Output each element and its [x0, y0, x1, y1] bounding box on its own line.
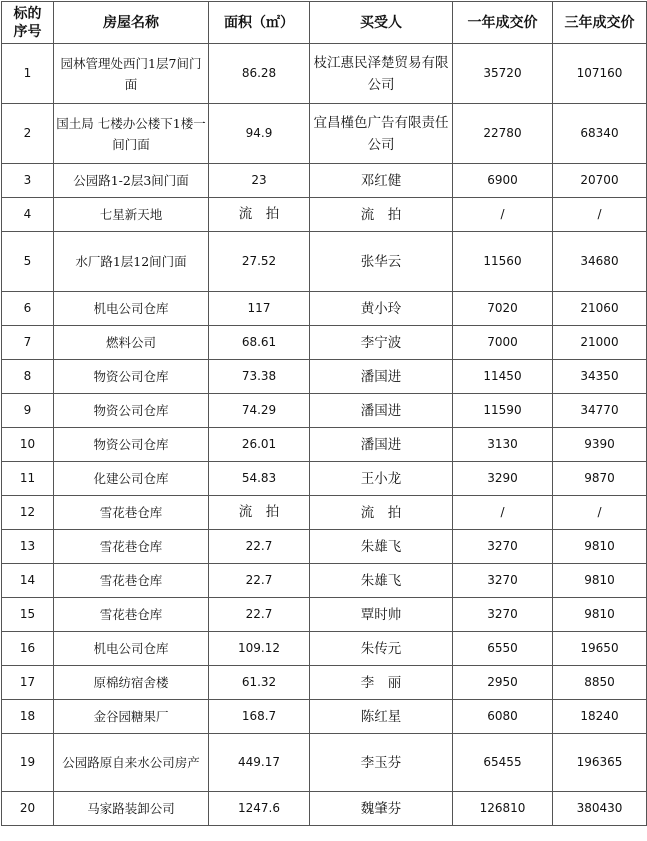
cell-three-year-price: 19650: [553, 632, 647, 666]
table-row: [2, 734, 647, 792]
cell-area: 22.7: [209, 598, 310, 632]
cell-one-year-price: 65455: [453, 734, 553, 792]
cell-property-name: 物资公司仓库: [54, 360, 209, 394]
cell-one-year-price: 11450: [453, 360, 553, 394]
cell-property-name: 雪花巷仓库: [54, 530, 209, 564]
cell-three-year-price: 18240: [553, 700, 647, 734]
header-row: [2, 2, 647, 44]
cell-index: 15: [2, 598, 54, 632]
cell-property-name: 雪花巷仓库: [54, 564, 209, 598]
table-row: [2, 360, 647, 394]
cell-one-year-price: 3270: [453, 598, 553, 632]
cell-buyer: 李 丽: [310, 666, 453, 700]
cell-index: 9: [2, 394, 54, 428]
cell-one-year-price: 3290: [453, 462, 553, 496]
cell-one-year-price: 7000: [453, 326, 553, 360]
cell-area: 22.7: [209, 530, 310, 564]
cell-area: 流 拍: [209, 496, 310, 530]
cell-one-year-price: 3130: [453, 428, 553, 462]
cell-property-name: 化建公司仓库: [54, 462, 209, 496]
cell-index: 12: [2, 496, 54, 530]
table-row: [2, 666, 647, 700]
cell-buyer: 张华云: [310, 232, 453, 292]
cell-property-name: 雪花巷仓库: [54, 496, 209, 530]
table-row: [2, 326, 647, 360]
cell-buyer: 宜昌槿色广告有限责任公司: [310, 104, 453, 164]
cell-property-name: 物资公司仓库: [54, 394, 209, 428]
cell-index: 11: [2, 462, 54, 496]
table-row: [2, 198, 647, 232]
cell-area: 94.9: [209, 104, 310, 164]
cell-one-year-price: 11590: [453, 394, 553, 428]
header-property-name: 房屋名称: [54, 2, 209, 44]
cell-property-name: 金谷园糖果厂: [54, 700, 209, 734]
table-row: [2, 232, 647, 292]
cell-three-year-price: 196365: [553, 734, 647, 792]
cell-three-year-price: 107160: [553, 44, 647, 104]
cell-one-year-price: 11560: [453, 232, 553, 292]
cell-property-name: 物资公司仓库: [54, 428, 209, 462]
cell-buyer: 李宁波: [310, 326, 453, 360]
cell-area: 22.7: [209, 564, 310, 598]
cell-one-year-price: 22780: [453, 104, 553, 164]
cell-buyer: 黄小玲: [310, 292, 453, 326]
cell-property-name: 公园路1-2层3间门面: [54, 164, 209, 198]
cell-index: 14: [2, 564, 54, 598]
table-row: [2, 394, 647, 428]
cell-area: 168.7: [209, 700, 310, 734]
cell-index: 20: [2, 792, 54, 826]
cell-area: 449.17: [209, 734, 310, 792]
cell-buyer: 枝江惠民泽楚贸易有限公司: [310, 44, 453, 104]
cell-three-year-price: /: [553, 198, 647, 232]
cell-buyer: 覃时帅: [310, 598, 453, 632]
table-row: [2, 428, 647, 462]
cell-three-year-price: 9390: [553, 428, 647, 462]
header-buyer: 买受人: [310, 2, 453, 44]
cell-area: 26.01: [209, 428, 310, 462]
cell-one-year-price: 3270: [453, 530, 553, 564]
table-row: [2, 104, 647, 164]
cell-area: 54.83: [209, 462, 310, 496]
cell-buyer: 潘国进: [310, 428, 453, 462]
cell-index: 1: [2, 44, 54, 104]
cell-one-year-price: 3270: [453, 564, 553, 598]
cell-buyer: 邓红健: [310, 164, 453, 198]
cell-three-year-price: /: [553, 496, 647, 530]
table-row: [2, 530, 647, 564]
cell-one-year-price: 126810: [453, 792, 553, 826]
cell-three-year-price: 34680: [553, 232, 647, 292]
cell-buyer: 朱雄飞: [310, 530, 453, 564]
cell-property-name: 七星新天地: [54, 198, 209, 232]
cell-property-name: 机电公司仓库: [54, 292, 209, 326]
cell-three-year-price: 68340: [553, 104, 647, 164]
table-row: [2, 496, 647, 530]
cell-one-year-price: 7020: [453, 292, 553, 326]
table-row: [2, 164, 647, 198]
cell-three-year-price: 380430: [553, 792, 647, 826]
cell-property-name: 原棉纺宿舍楼: [54, 666, 209, 700]
table-row: [2, 564, 647, 598]
cell-buyer: 王小龙: [310, 462, 453, 496]
cell-one-year-price: 35720: [453, 44, 553, 104]
cell-buyer: 流 拍: [310, 496, 453, 530]
cell-area: 74.29: [209, 394, 310, 428]
cell-buyer: 李玉芬: [310, 734, 453, 792]
cell-one-year-price: 2950: [453, 666, 553, 700]
table-row: [2, 792, 647, 826]
cell-area: 68.61: [209, 326, 310, 360]
header-three-year-price: 三年成交价: [553, 2, 647, 44]
cell-property-name: 公园路原自来水公司房产: [54, 734, 209, 792]
table-row: [2, 44, 647, 104]
cell-area: 61.32: [209, 666, 310, 700]
header-one-year-price: 一年成交价: [453, 2, 553, 44]
cell-three-year-price: 8850: [553, 666, 647, 700]
cell-three-year-price: 34770: [553, 394, 647, 428]
cell-index: 18: [2, 700, 54, 734]
cell-three-year-price: 9870: [553, 462, 647, 496]
table-row: [2, 598, 647, 632]
table-row: [2, 462, 647, 496]
cell-three-year-price: 34350: [553, 360, 647, 394]
cell-three-year-price: 21000: [553, 326, 647, 360]
cell-index: 5: [2, 232, 54, 292]
cell-buyer: 朱雄飞: [310, 564, 453, 598]
auction-results-table: [1, 1, 647, 826]
cell-buyer: 流 拍: [310, 198, 453, 232]
cell-one-year-price: 6550: [453, 632, 553, 666]
cell-area: 117: [209, 292, 310, 326]
cell-buyer: 朱传元: [310, 632, 453, 666]
cell-property-name: 雪花巷仓库: [54, 598, 209, 632]
cell-one-year-price: 6900: [453, 164, 553, 198]
cell-three-year-price: 21060: [553, 292, 647, 326]
cell-index: 3: [2, 164, 54, 198]
table-row: [2, 700, 647, 734]
cell-area: 流 拍: [209, 198, 310, 232]
cell-one-year-price: 6080: [453, 700, 553, 734]
cell-three-year-price: 9810: [553, 530, 647, 564]
cell-index: 19: [2, 734, 54, 792]
cell-property-name: 马家路装卸公司: [54, 792, 209, 826]
cell-three-year-price: 9810: [553, 564, 647, 598]
cell-index: 17: [2, 666, 54, 700]
cell-buyer: 陈红星: [310, 700, 453, 734]
table-row: [2, 292, 647, 326]
cell-one-year-price: /: [453, 198, 553, 232]
cell-area: 109.12: [209, 632, 310, 666]
cell-index: 16: [2, 632, 54, 666]
cell-three-year-price: 9810: [553, 598, 647, 632]
cell-property-name: 水厂路1层12间门面: [54, 232, 209, 292]
cell-buyer: 魏肇芬: [310, 792, 453, 826]
cell-index: 13: [2, 530, 54, 564]
cell-buyer: 潘国进: [310, 360, 453, 394]
cell-property-name: 园林管理处西门1层7间门面: [54, 44, 209, 104]
cell-index: 2: [2, 104, 54, 164]
cell-index: 4: [2, 198, 54, 232]
cell-index: 6: [2, 292, 54, 326]
table-row: [2, 632, 647, 666]
cell-three-year-price: 20700: [553, 164, 647, 198]
cell-area: 1247.6: [209, 792, 310, 826]
header-area: 面积（㎡）: [209, 2, 310, 44]
cell-area: 86.28: [209, 44, 310, 104]
cell-property-name: 机电公司仓库: [54, 632, 209, 666]
cell-area: 73.38: [209, 360, 310, 394]
cell-one-year-price: /: [453, 496, 553, 530]
cell-index: 8: [2, 360, 54, 394]
cell-property-name: 燃料公司: [54, 326, 209, 360]
cell-index: 7: [2, 326, 54, 360]
header-index: 标的序号: [2, 2, 54, 44]
cell-area: 27.52: [209, 232, 310, 292]
cell-buyer: 潘国进: [310, 394, 453, 428]
cell-index: 10: [2, 428, 54, 462]
cell-property-name: 国土局 七楼办公楼下1楼一间门面: [54, 104, 209, 164]
cell-area: 23: [209, 164, 310, 198]
